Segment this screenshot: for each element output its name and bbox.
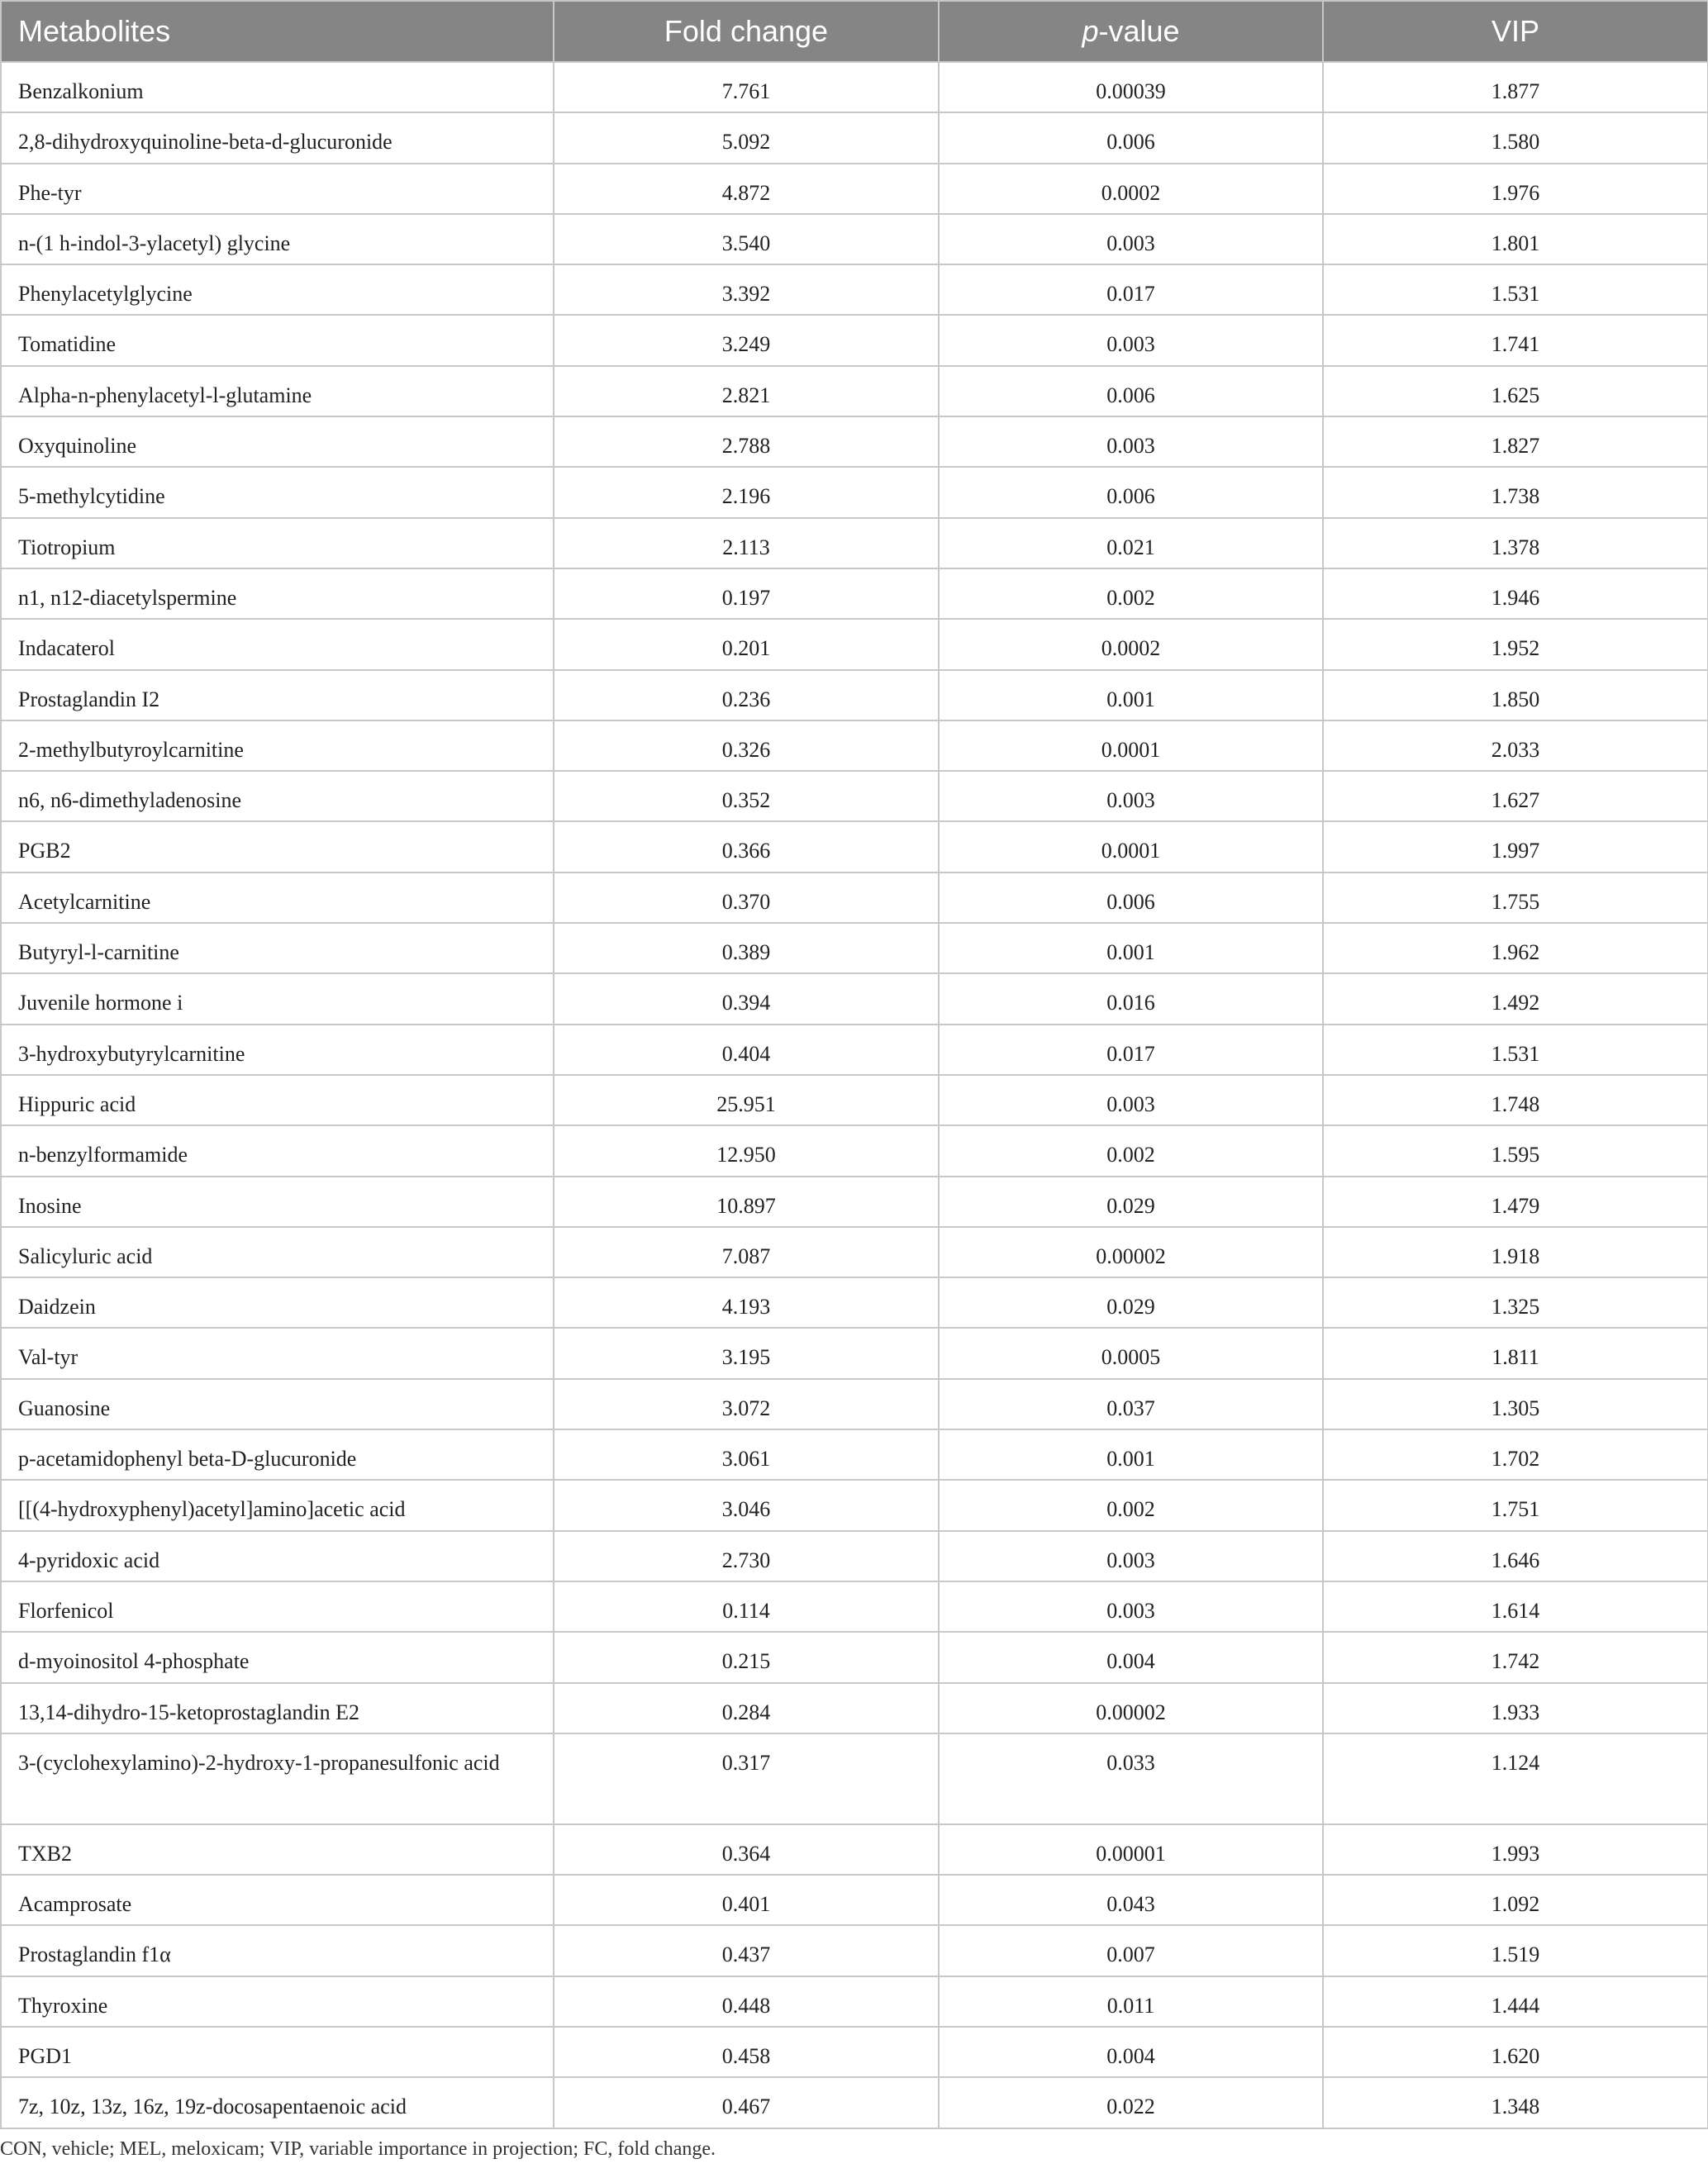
fold-change-cell: 7.761	[554, 62, 939, 112]
table-row	[1, 1581, 1708, 1632]
vip-cell: 1.646	[1323, 1531, 1708, 1581]
metabolite-name-cell: Acetylcarnitine	[1, 873, 554, 923]
metabolite-name-cell: 3-(cyclohexylamino)-2-hydroxy-1-propanesulfonic acid	[1, 1733, 554, 1824]
table-row	[1, 1531, 1708, 1581]
table-row	[1, 973, 1708, 1024]
fold-change-cell: 2.821	[554, 366, 939, 416]
vip-cell: 2.033	[1323, 720, 1708, 771]
fold-change-cell: 3.046	[554, 1480, 939, 1530]
table-row	[1, 568, 1708, 619]
vip-cell: 1.378	[1323, 518, 1708, 568]
vip-cell: 1.625	[1323, 366, 1708, 416]
p-value-cell: 0.016	[939, 973, 1323, 1024]
metabolite-name-cell: PGD1	[1, 2027, 554, 2077]
p-value-cell: 0.003	[939, 1531, 1323, 1581]
vip-cell: 1.997	[1323, 821, 1708, 872]
table-row	[1, 1733, 1708, 1824]
fold-change-cell: 2.730	[554, 1531, 939, 1581]
fold-change-cell: 12.950	[554, 1125, 939, 1176]
p-value-cell: 0.003	[939, 315, 1323, 365]
vip-cell: 1.918	[1323, 1227, 1708, 1277]
metabolite-name-cell: Thyroxine	[1, 1976, 554, 2027]
fold-change-cell: 0.197	[554, 568, 939, 619]
metabolite-name-cell: Phe-tyr	[1, 164, 554, 214]
vip-cell: 1.702	[1323, 1429, 1708, 1480]
vip-cell: 1.305	[1323, 1379, 1708, 1429]
table-row	[1, 62, 1708, 112]
fold-change-cell: 25.951	[554, 1075, 939, 1125]
metabolite-name-cell: 3-hydroxybutyrylcarnitine	[1, 1025, 554, 1075]
fold-change-cell: 2.788	[554, 416, 939, 467]
header-row	[1, 1, 1708, 62]
vip-cell: 1.748	[1323, 1075, 1708, 1125]
metabolite-name-cell: Daidzein	[1, 1277, 554, 1328]
metabolite-name-cell: 13,14-dihydro-15-ketoprostaglandin E2	[1, 1683, 554, 1733]
p-value-cell: 0.022	[939, 2077, 1323, 2128]
fold-change-cell: 3.061	[554, 1429, 939, 1480]
table-row	[1, 1227, 1708, 1277]
p-value-cell: 0.00002	[939, 1683, 1323, 1733]
metabolite-name-cell: TXB2	[1, 1824, 554, 1875]
table-row	[1, 771, 1708, 821]
header-vip: VIP	[1323, 1, 1708, 62]
fold-change-cell: 0.394	[554, 973, 939, 1024]
metabolite-name-cell: 7z, 10z, 13z, 16z, 19z-docosapentaenoic acid	[1, 2077, 554, 2128]
p-value-cell: 0.006	[939, 112, 1323, 163]
fold-change-cell: 0.401	[554, 1875, 939, 1925]
table-row	[1, 214, 1708, 264]
fold-change-cell: 3.540	[554, 214, 939, 264]
p-value-cell: 0.029	[939, 1177, 1323, 1227]
metabolite-name-cell: Alpha-n-phenylacetyl-l-glutamine	[1, 366, 554, 416]
p-value-cell: 0.033	[939, 1733, 1323, 1824]
vip-cell: 1.827	[1323, 416, 1708, 467]
fold-change-cell: 0.370	[554, 873, 939, 923]
p-value-cell: 0.017	[939, 264, 1323, 315]
p-value-cell: 0.002	[939, 568, 1323, 619]
vip-cell: 1.519	[1323, 1925, 1708, 1976]
p-value-cell: 0.037	[939, 1379, 1323, 1429]
table-row	[1, 416, 1708, 467]
p-value-cell: 0.00001	[939, 1824, 1323, 1875]
header-p-suffix: -value	[1098, 14, 1180, 48]
fold-change-cell: 0.326	[554, 720, 939, 771]
table-row	[1, 1177, 1708, 1227]
metabolite-name-cell: Acamprosate	[1, 1875, 554, 1925]
metabolite-name-cell: Juvenile hormone i	[1, 973, 554, 1024]
table-row	[1, 1429, 1708, 1480]
vip-cell: 1.325	[1323, 1277, 1708, 1328]
metabolite-name-cell: PGB2	[1, 821, 554, 872]
header-metabolites: Metabolites	[1, 1, 554, 62]
table-row	[1, 923, 1708, 973]
metabolite-name-cell: Butyryl-l-carnitine	[1, 923, 554, 973]
fold-change-cell: 0.437	[554, 1925, 939, 1976]
table-row	[1, 1976, 1708, 2027]
fold-change-cell: 0.284	[554, 1683, 939, 1733]
vip-cell: 1.741	[1323, 315, 1708, 365]
vip-cell: 1.580	[1323, 112, 1708, 163]
vip-cell: 1.627	[1323, 771, 1708, 821]
p-value-cell: 0.003	[939, 416, 1323, 467]
table-row	[1, 1025, 1708, 1075]
vip-cell: 1.738	[1323, 467, 1708, 517]
metabolite-name-cell: n-(1 h-indol-3-ylacetyl) glycine	[1, 214, 554, 264]
table-row	[1, 1379, 1708, 1429]
vip-cell: 1.742	[1323, 1632, 1708, 1682]
vip-cell: 1.614	[1323, 1581, 1708, 1632]
p-value-cell: 0.001	[939, 1429, 1323, 1480]
fold-change-cell: 0.201	[554, 619, 939, 669]
vip-cell: 1.877	[1323, 62, 1708, 112]
p-value-cell: 0.011	[939, 1976, 1323, 2027]
metabolite-name-cell: [[(4-hydroxyphenyl)acetyl]amino]acetic acid	[1, 1480, 554, 1530]
fold-change-cell: 2.196	[554, 467, 939, 517]
table-row	[1, 1824, 1708, 1875]
fold-change-cell: 0.364	[554, 1824, 939, 1875]
fold-change-cell: 0.404	[554, 1025, 939, 1075]
vip-cell: 1.348	[1323, 2077, 1708, 2128]
p-value-cell: 0.007	[939, 1925, 1323, 1976]
p-value-cell: 0.043	[939, 1875, 1323, 1925]
vip-cell: 1.850	[1323, 670, 1708, 720]
vip-cell: 1.531	[1323, 264, 1708, 315]
vip-cell: 1.801	[1323, 214, 1708, 264]
vip-cell: 1.976	[1323, 164, 1708, 214]
p-value-cell: 0.003	[939, 214, 1323, 264]
fold-change-cell: 3.392	[554, 264, 939, 315]
p-value-cell: 0.006	[939, 366, 1323, 416]
metabolite-name-cell: p-acetamidophenyl beta-D-glucuronide	[1, 1429, 554, 1480]
fold-change-cell: 0.366	[554, 821, 939, 872]
metabolite-name-cell: 5-methylcytidine	[1, 467, 554, 517]
fold-change-cell: 4.193	[554, 1277, 939, 1328]
p-value-cell: 0.003	[939, 1581, 1323, 1632]
table-row	[1, 518, 1708, 568]
table-row	[1, 1925, 1708, 1976]
p-value-cell: 0.029	[939, 1277, 1323, 1328]
vip-cell: 1.620	[1323, 2027, 1708, 2077]
p-value-cell: 0.003	[939, 771, 1323, 821]
fold-change-cell: 10.897	[554, 1177, 939, 1227]
table-row	[1, 720, 1708, 771]
table-row	[1, 1683, 1708, 1733]
p-value-cell: 0.004	[939, 1632, 1323, 1682]
metabolite-name-cell: n1, n12-diacetylspermine	[1, 568, 554, 619]
fold-change-cell: 0.389	[554, 923, 939, 973]
vip-cell: 1.755	[1323, 873, 1708, 923]
p-value-cell: 0.001	[939, 670, 1323, 720]
header-p-italic: p	[1082, 14, 1099, 48]
vip-cell: 1.492	[1323, 973, 1708, 1024]
table-footnote: CON, vehicle; MEL, meloxicam; VIP, variable importance in projection; FC, fold change.	[0, 2138, 716, 2160]
p-value-cell: 0.0002	[939, 164, 1323, 214]
metabolite-name-cell: Indacaterol	[1, 619, 554, 669]
p-value-cell: 0.002	[939, 1480, 1323, 1530]
table-row	[1, 1632, 1708, 1682]
table-row	[1, 1125, 1708, 1176]
table-row	[1, 2077, 1708, 2128]
metabolite-name-cell: Tiotropium	[1, 518, 554, 568]
vip-cell: 1.811	[1323, 1328, 1708, 1378]
p-value-cell: 0.006	[939, 467, 1323, 517]
table-row	[1, 366, 1708, 416]
fold-change-cell: 3.195	[554, 1328, 939, 1378]
vip-cell: 1.962	[1323, 923, 1708, 973]
vip-cell: 1.993	[1323, 1824, 1708, 1875]
metabolite-name-cell: n6, n6-dimethyladenosine	[1, 771, 554, 821]
fold-change-cell: 0.114	[554, 1581, 939, 1632]
p-value-cell: 0.021	[939, 518, 1323, 568]
table-row	[1, 264, 1708, 315]
p-value-cell: 0.0001	[939, 821, 1323, 872]
metabolite-name-cell: Prostaglandin I2	[1, 670, 554, 720]
table-row	[1, 1328, 1708, 1378]
vip-cell: 1.946	[1323, 568, 1708, 619]
table-row	[1, 112, 1708, 163]
p-value-cell: 0.001	[939, 923, 1323, 973]
fold-change-cell: 0.458	[554, 2027, 939, 2077]
p-value-cell: 0.006	[939, 873, 1323, 923]
fold-change-cell: 0.352	[554, 771, 939, 821]
fold-change-cell: 5.092	[554, 112, 939, 163]
table-row	[1, 164, 1708, 214]
metabolite-name-cell: n-benzylformamide	[1, 1125, 554, 1176]
p-value-cell: 0.003	[939, 1075, 1323, 1125]
metabolite-name-cell: Benzalkonium	[1, 62, 554, 112]
p-value-cell: 0.00002	[939, 1227, 1323, 1277]
table-row	[1, 619, 1708, 669]
table-body	[1, 62, 1708, 2128]
fold-change-cell: 0.317	[554, 1733, 939, 1824]
table-row	[1, 1075, 1708, 1125]
fold-change-cell: 2.113	[554, 518, 939, 568]
fold-change-cell: 7.087	[554, 1227, 939, 1277]
p-value-cell: 0.0002	[939, 619, 1323, 669]
fold-change-cell: 0.467	[554, 2077, 939, 2128]
vip-cell: 1.444	[1323, 1976, 1708, 2027]
metabolite-name-cell: 4-pyridoxic acid	[1, 1531, 554, 1581]
metabolite-name-cell: Val-tyr	[1, 1328, 554, 1378]
table-row	[1, 1875, 1708, 1925]
metabolite-name-cell: Guanosine	[1, 1379, 554, 1429]
table-row	[1, 315, 1708, 365]
table-row	[1, 1480, 1708, 1530]
fold-change-cell: 0.215	[554, 1632, 939, 1682]
metabolite-name-cell: Inosine	[1, 1177, 554, 1227]
vip-cell: 1.952	[1323, 619, 1708, 669]
p-value-cell: 0.004	[939, 2027, 1323, 2077]
metabolite-name-cell: Prostaglandin f1α	[1, 1925, 554, 1976]
metabolite-name-cell: Oxyquinoline	[1, 416, 554, 467]
vip-cell: 1.751	[1323, 1480, 1708, 1530]
fold-change-cell: 0.236	[554, 670, 939, 720]
fold-change-cell: 4.872	[554, 164, 939, 214]
vip-cell: 1.933	[1323, 1683, 1708, 1733]
metabolite-name-cell: Florfenicol	[1, 1581, 554, 1632]
table-row	[1, 467, 1708, 517]
table-row	[1, 2027, 1708, 2077]
table-row	[1, 670, 1708, 720]
vip-cell: 1.595	[1323, 1125, 1708, 1176]
header-fold-change: Fold change	[554, 1, 939, 62]
header-p-value	[939, 1, 1323, 62]
p-value-cell: 0.002	[939, 1125, 1323, 1176]
fold-change-cell: 3.072	[554, 1379, 939, 1429]
table-header	[1, 1, 1708, 62]
vip-cell: 1.092	[1323, 1875, 1708, 1925]
metabolite-name-cell: 2,8-dihydroxyquinoline-beta-d-glucuronide	[1, 112, 554, 163]
table-row	[1, 873, 1708, 923]
vip-cell: 1.531	[1323, 1025, 1708, 1075]
fold-change-cell: 3.249	[554, 315, 939, 365]
metabolite-name-cell: Hippuric acid	[1, 1075, 554, 1125]
metabolite-name-cell: Tomatidine	[1, 315, 554, 365]
p-value-cell: 0.0001	[939, 720, 1323, 771]
metabolite-name-cell: 2-methylbutyroylcarnitine	[1, 720, 554, 771]
vip-cell: 1.479	[1323, 1177, 1708, 1227]
metabolite-name-cell: Salicyluric acid	[1, 1227, 554, 1277]
metabolite-name-cell: d-myoinositol 4-phosphate	[1, 1632, 554, 1682]
p-value-cell: 0.00039	[939, 62, 1323, 112]
metabolite-name-cell: Phenylacetylglycine	[1, 264, 554, 315]
table-row	[1, 821, 1708, 872]
table-row	[1, 1277, 1708, 1328]
vip-cell: 1.124	[1323, 1733, 1708, 1824]
p-value-cell: 0.017	[939, 1025, 1323, 1075]
p-value-cell: 0.0005	[939, 1328, 1323, 1378]
fold-change-cell: 0.448	[554, 1976, 939, 2027]
